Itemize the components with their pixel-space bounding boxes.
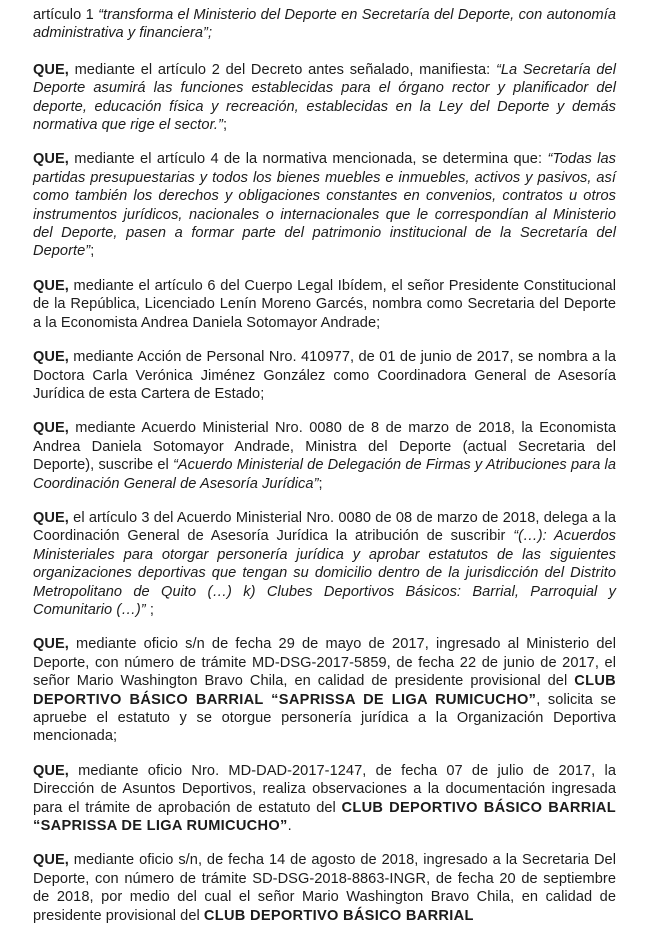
text-segment: mediante el artículo 4 de la normativa mencionada, se determina que: [68,151,548,168]
text-segment: ; [222,117,228,134]
text-segment: mediante oficio s/n de fecha 29 de mayo de 2017, ingresado al Ministerio del Deporte, con número de trámite MD-DSG-2017-5859, de fecha 22 de junio de 2017, el señor Mario Washington Bravo Chila, en calidad de presidente provisional del [33,636,616,690]
paragraph-8 [33,762,616,836]
que-keyword: QUE, [33,420,69,437]
text-segment: ; [90,243,95,260]
text-segment: mediante oficio s/n, de fecha 14 de agosto de 2018, ingresado a la Secretaria Del Deporte, con número de trámite SD-DSG-2018-8863-INGR, de fecha 20 de septiembre de 2018, por medio del cual el señor Mario Washington Bravo Chila, en calidad de presidente provisional del [33,852,616,924]
text-segment: mediante Acuerdo Ministerial Nro. 0080 de 8 de marzo de 2018, la Economista Andrea Daniela Sotomayor Andrade, Ministra del Deporte (actual Secretaria del Deporte), suscribe el [33,420,616,474]
quoted-text: “transforma el Ministerio del Deporte en Secretaría del Deporte, con autonomía administrativa y financiera”; [33,7,617,42]
text-segment: , solicita se apruebe el estatuto y se otorgue personería jurídica a la Organización Deportiva mencionada; [33,691,616,745]
paragraph-0 [33,6,616,43]
que-keyword: QUE, [33,636,69,653]
text-segment: mediante Acción de Personal Nro. 410977, de 01 de junio de 2017, se nombra a la Doctora Carla Verónica Jiménez González como Coordinadora General de Asesoría Jurídica de esta Cartera de Estado; [33,349,616,402]
quoted-text: “(…): Acuerdos Ministeriales para otorgar personería jurídica y aprobar estatutos de las siguientes organizaciones deportivas que tengan su domicilio dentro de la jurisdicción del Distrito Metropolitano de Quito (…) k) Clubes Deportivos Básicos: Barrial, Parroquial y Comunitario (…)” [33,528,617,618]
paragraph-1 [33,61,616,135]
que-keyword: QUE, [33,349,69,366]
text-segment: mediante oficio Nro. MD-DAD-2017-1247, de fecha 07 de julio de 2017, la Dirección de Asuntos Deportivos, realiza observaciones a la documentación ingresada para el trámite de aprobación de estatuto del [33,762,616,816]
paragraph-9 [33,851,616,925]
paragraph-2 [33,150,616,260]
club-name: CLUB DEPORTIVO BÁSICO BARRIAL [203,907,474,924]
que-keyword: QUE, [33,852,69,869]
text-segment: . [287,818,292,835]
text-segment: ; [318,475,323,492]
paragraph-6 [33,509,616,619]
paragraph-4 [33,348,616,403]
que-keyword: QUE, [33,151,69,168]
text-segment: artículo 1 [33,7,99,23]
document-page [33,6,616,941]
text-segment: mediante el artículo 6 del Cuerpo Legal Ibídem, el señor Presidente Constitucional de la República, Licenciado Lenín Moreno Garcés, nombra como Secretaria del Deporte a la Economista Andrea Daniela Sotomayor Andrade; [33,277,616,331]
quoted-text: “Todas las partidas presupuestarias y todos los bienes muebles e inmuebles, activos y pasivos, así como también los derechos y obligaciones constantes en convenios, contratos u otros instrumentos jurídicos, nacionales o internacionales que le correspondían al Ministerio del Deporte, pasen a formar parte del patrimonio institucional de la Secretaría del Deporte” [33,151,617,260]
paragraph-5 [33,419,616,493]
paragraph-7 [33,635,616,745]
que-keyword: QUE, [33,509,69,526]
que-keyword: QUE, [33,61,69,78]
quoted-text: “Acuerdo Ministerial de Delegación de Firmas y Atribuciones para la Coordinación General de Asesoría Jurídica” [33,457,616,492]
paragraph-3 [33,277,616,332]
que-keyword: QUE, [33,277,69,294]
que-keyword: QUE, [33,762,69,779]
text-segment: mediante el artículo 2 del Decreto antes señalado, manifiesta: [68,61,496,78]
quoted-text: “La Secretaría del Deporte asumirá las funciones establecidas para el órgano rector y planificador del deporte, educación física y recreación, establecidas en la Ley del Deporte y demás normativa que rige el sector.” [33,61,616,134]
text-segment: el artículo 3 del Acuerdo Ministerial Nro. 0080 de 08 de marzo de 2018, delega a la Coordinación General de Asesoría Jurídica la atribución de suscribir [33,509,616,545]
club-name: CLUB DEPORTIVO BÁSICO BARRIAL “SAPRISSA DE LIGA RUMICUCHO” [33,799,616,835]
club-name: CLUB DEPORTIVO BÁSICO BARRIAL “SAPRISSA DE LIGA RUMICUCHO” [33,673,616,708]
text-segment: ; [145,601,154,618]
